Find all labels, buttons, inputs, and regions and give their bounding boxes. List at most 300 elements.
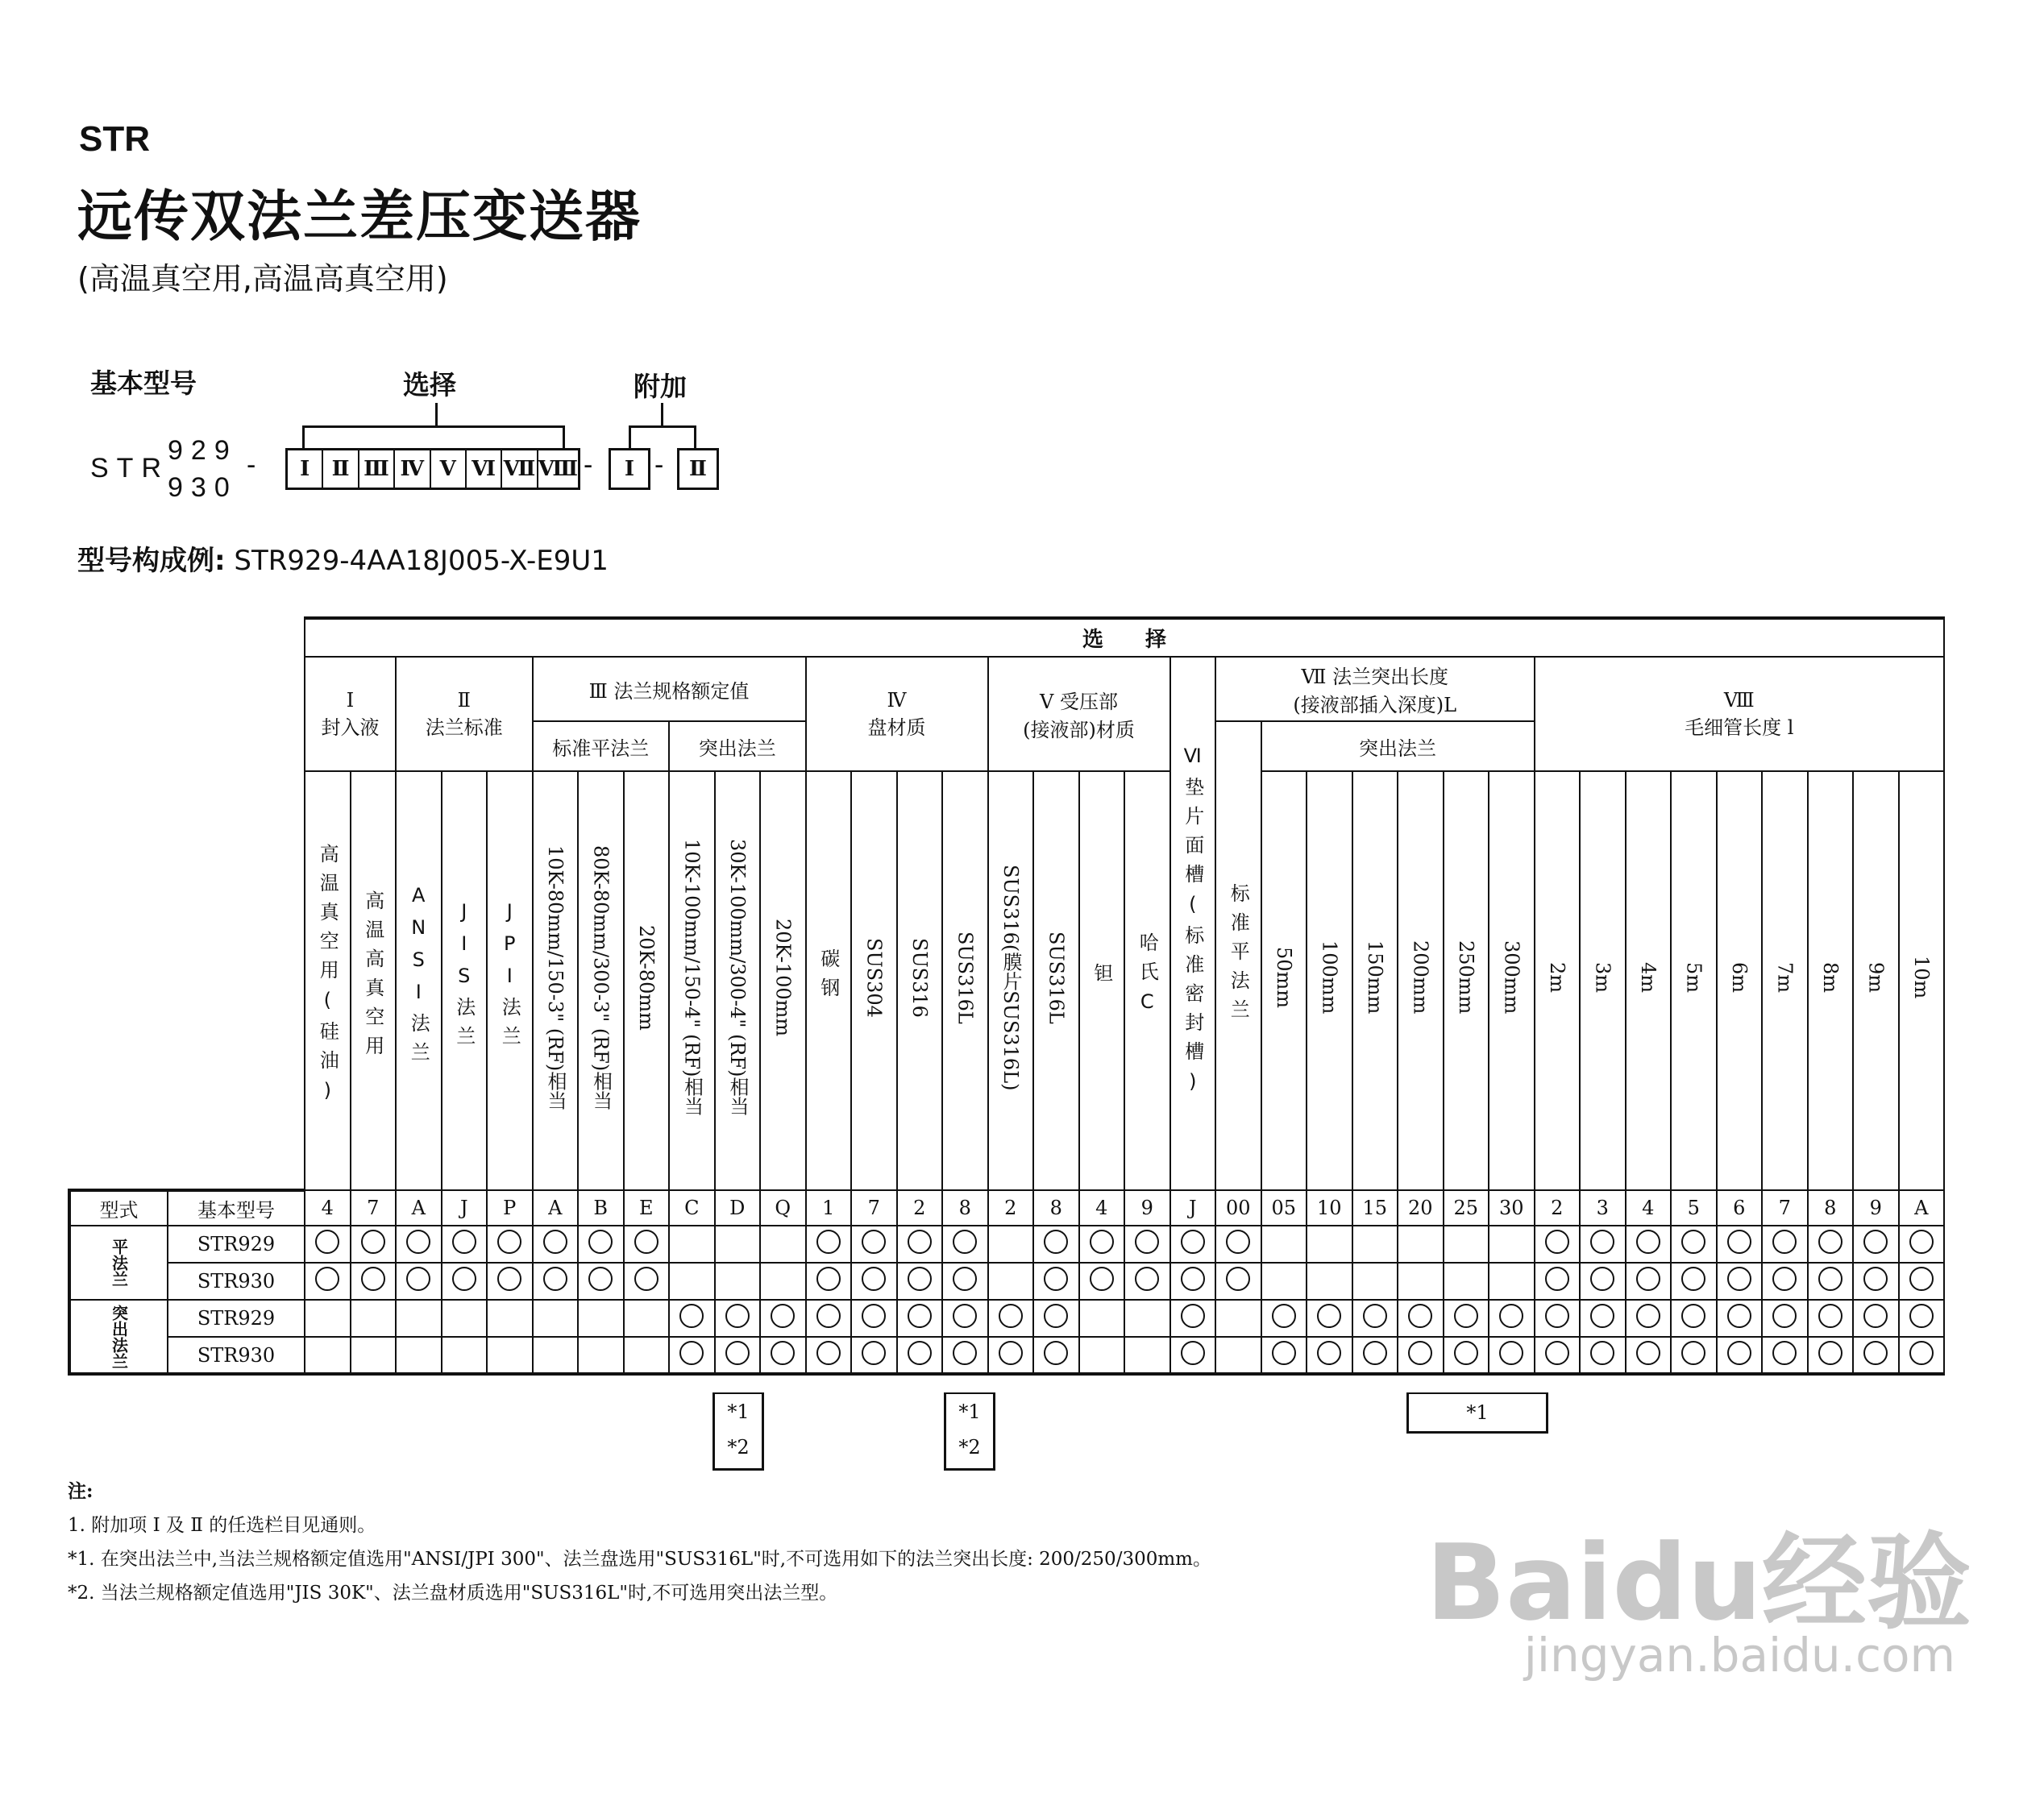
col-header-27: 2m [1535,771,1581,1190]
example-value: STR929-4AA18J005-X-E9U1 [234,545,609,577]
mark-cell [624,1226,670,1263]
mark-cell [1261,1263,1307,1300]
mark-cell [305,1226,351,1263]
available-mark-icon [862,1341,886,1365]
mark-cell [1124,1226,1170,1263]
col-header-9: 10K-100mm/150-4" (RF)相当 [669,771,715,1190]
available-mark-icon [1363,1304,1387,1328]
mark-cell [1215,1300,1261,1337]
mark-cell [1535,1300,1581,1337]
mark-cell [806,1263,852,1300]
mark-cell [533,1300,579,1337]
available-mark-icon [452,1230,476,1254]
available-mark-icon [1272,1304,1296,1328]
available-mark-icon [1499,1304,1523,1328]
code-cell: 6 [1717,1190,1763,1226]
code-cell: J [442,1190,488,1226]
available-mark-icon [953,1267,977,1291]
col-header-1: 高温真空用(硅油) [305,771,351,1190]
available-mark-icon [1545,1341,1569,1365]
code-cell: 4 [1626,1190,1672,1226]
available-mark-icon [1454,1341,1478,1365]
extra-box-i: Ⅰ [609,448,650,490]
available-mark-icon [1863,1304,1888,1328]
available-mark-icon [1636,1230,1660,1254]
col-header-33: 8m [1808,771,1854,1190]
mark-cell [760,1337,806,1374]
mark-cell [1899,1226,1945,1263]
available-mark-icon [1044,1267,1068,1291]
available-mark-icon [862,1230,886,1254]
available-mark-icon [1226,1230,1250,1254]
group-header-8: Ⅷ 毛细管长度 l [1535,657,1945,771]
available-mark-icon [953,1341,977,1365]
mark-cell [1808,1263,1854,1300]
mark-cell [1033,1300,1079,1337]
available-mark-icon [771,1304,795,1328]
col-header-8: 20K-80mm [624,771,670,1190]
mark-cell [851,1300,897,1337]
mark-cell [669,1337,715,1374]
select-header: 选 择 [305,618,1944,657]
mark-cell [442,1263,488,1300]
mark-cell [988,1226,1034,1263]
available-mark-icon [1909,1341,1934,1365]
code-cell: 8 [1033,1190,1079,1226]
mark-cell [1261,1300,1307,1337]
mark-cell [1079,1226,1125,1263]
mark-cell [1352,1226,1398,1263]
col-header-29: 4m [1626,771,1672,1190]
mark-cell [1762,1263,1808,1300]
subgroup-std-flange: 标准平法兰 [533,721,670,771]
col-header-7: 80K-80mm/300-3" (RF)相当 [578,771,624,1190]
available-mark-icon [1044,1230,1068,1254]
available-mark-icon [816,1230,841,1254]
col-header-23: 150mm [1352,771,1398,1190]
notes [68,1475,1211,1610]
mark-cell [442,1300,488,1337]
watermark-url: jingyan.baidu.com [1523,1628,1955,1683]
available-mark-icon [1317,1304,1341,1328]
code-cell: 05 [1261,1190,1307,1226]
col-header-24: 200mm [1398,771,1444,1190]
code-cell: 5 [1671,1190,1717,1226]
mark-cell [1215,1337,1261,1374]
available-mark-icon [634,1267,658,1291]
col-header-18: 钽 [1079,771,1125,1190]
available-mark-icon [588,1267,613,1291]
mark-cell [1580,1263,1626,1300]
col-header-32: 7m [1762,771,1808,1190]
available-mark-icon [315,1267,339,1291]
available-mark-icon [999,1341,1023,1365]
available-mark-icon [953,1230,977,1254]
subgroup-proj-flange: 突出法兰 [669,721,806,771]
mark-cell [1762,1300,1808,1337]
code-cell: 15 [1352,1190,1398,1226]
mark-cell [1717,1300,1763,1337]
col-header-21: 50mm [1261,771,1307,1190]
mark-cell [487,1263,533,1300]
mark-cell [715,1337,761,1374]
box-v: Ⅴ [431,450,467,488]
mark-cell [1899,1263,1945,1300]
available-mark-icon [771,1341,795,1365]
available-mark-icon [862,1267,886,1291]
code-cell: 10 [1307,1190,1352,1226]
code-cell: B [578,1190,624,1226]
mark-cell [1398,1337,1444,1374]
mark-cell [1853,1263,1899,1300]
col-header-25: 250mm [1444,771,1489,1190]
mark-cell [715,1226,761,1263]
code-cell: C [669,1190,715,1226]
group-header-1: Ⅰ 封入液 [305,657,396,771]
col-header-11: 20K-100mm [760,771,806,1190]
mark-cell [1899,1337,1945,1374]
table-row [69,1300,1944,1337]
mark-cell [1170,1263,1216,1300]
available-mark-icon [908,1304,932,1328]
col-header-19: 哈氏C [1124,771,1170,1190]
available-mark-icon [725,1341,750,1365]
code-cell: 7 [351,1190,397,1226]
mark-cell [442,1337,488,1374]
available-mark-icon [1181,1230,1205,1254]
available-mark-icon [406,1267,430,1291]
extra-label: 附加 [634,371,687,402]
col-header-28: 3m [1580,771,1626,1190]
box-viii: Ⅷ [538,457,579,481]
available-mark-icon [1135,1230,1159,1254]
mark-cell [1215,1226,1261,1263]
available-mark-icon [1272,1341,1296,1365]
available-mark-icon [1317,1341,1341,1365]
mark-cell [942,1263,988,1300]
code-cell: 1 [806,1190,852,1226]
available-mark-icon [543,1267,567,1291]
available-mark-icon [1681,1267,1705,1291]
mark-cell [942,1300,988,1337]
note-1: 1. 附加项 Ⅰ 及 Ⅱ 的任选栏目见通则。 [68,1515,376,1536]
available-mark-icon [1545,1230,1569,1254]
available-mark-icon [315,1230,339,1254]
mark-cell [897,1226,943,1263]
available-mark-icon [1044,1304,1068,1328]
col-header-16: SUS316(膜片SUS316L) [988,771,1034,1190]
col-header-5: JPI法兰 [487,771,533,1190]
box-i: Ⅰ [288,450,323,488]
available-mark-icon [1181,1304,1205,1328]
group-header-2: Ⅱ 法兰标准 [396,657,533,771]
available-mark-icon [908,1341,932,1365]
available-mark-icon [543,1230,567,1254]
table-row [69,1263,1944,1300]
mark-cell [1853,1300,1899,1337]
available-mark-icon [1454,1304,1478,1328]
code-cell: 4 [1079,1190,1125,1226]
mark-cell [851,1263,897,1300]
mark-cell [305,1337,351,1374]
mark-cell [1124,1263,1170,1300]
available-mark-icon [1727,1267,1751,1291]
available-mark-icon [452,1267,476,1291]
available-mark-icon [1681,1230,1705,1254]
available-mark-icon [1863,1341,1888,1365]
available-mark-icon [1363,1341,1387,1365]
mark-cell [1853,1337,1899,1374]
mark-cell [1033,1337,1079,1374]
available-mark-icon [816,1267,841,1291]
select-label: 选择 [403,369,456,400]
mark-cell [533,1226,579,1263]
mark-cell [396,1263,442,1300]
col-header-34: 9m [1853,771,1899,1190]
code-cell: A [533,1190,579,1226]
mark-cell [578,1300,624,1337]
col-header-26: 300mm [1489,771,1535,1190]
available-mark-icon [1863,1230,1888,1254]
available-mark-icon [406,1230,430,1254]
code-cell: 8 [1808,1190,1854,1226]
mark-cell [1398,1263,1444,1300]
col-header-10: 30K-100mm/300-4" (RF)相当 [715,771,761,1190]
mark-cell [1489,1300,1535,1337]
available-mark-icon [1681,1341,1705,1365]
mark-cell [1170,1226,1216,1263]
model-top: 929 [168,435,238,466]
mark-cell [1444,1337,1489,1374]
mark-cell [1535,1337,1581,1374]
col-header-13: SUS304 [851,771,897,1190]
col-header-35: 10m [1899,771,1945,1190]
available-mark-icon [1636,1341,1660,1365]
col-header-17: SUS316L [1033,771,1079,1190]
mark-cell [1489,1226,1535,1263]
mark-cell [578,1226,624,1263]
code-cell: 7 [851,1190,897,1226]
mark-cell [1626,1337,1672,1374]
group-header-3: Ⅲ 法兰规格额定值 [533,657,806,721]
available-mark-icon [816,1341,841,1365]
subgroup-proj-flange-vii: 突出法兰 [1261,721,1535,771]
mark-cell [1307,1300,1352,1337]
available-mark-icon [725,1304,750,1328]
mark-cell [669,1263,715,1300]
col-header-6: 10K-80mm/150-3" (RF)相当 [533,771,579,1190]
col-header-4: JIS法兰 [442,771,488,1190]
mark-cell [1261,1337,1307,1374]
mark-cell [988,1300,1034,1337]
mark-cell [487,1300,533,1337]
available-mark-icon [1863,1267,1888,1291]
table-row [69,1337,1944,1374]
dash-3: - [654,450,664,480]
available-mark-icon [497,1230,521,1254]
code-cell: 00 [1215,1190,1261,1226]
model-cell: STR930 [168,1337,305,1374]
mark-cell [1124,1337,1170,1374]
available-mark-icon [1909,1267,1934,1291]
mark-cell [578,1263,624,1300]
mark-cell [1307,1263,1352,1300]
available-mark-icon [1090,1230,1114,1254]
mark-cell [1671,1226,1717,1263]
mark-cell [1626,1300,1672,1337]
box-iv: Ⅳ [395,450,430,488]
available-mark-icon [1772,1230,1797,1254]
mark-cell [1535,1263,1581,1300]
mark-cell [1444,1300,1489,1337]
box-vii: Ⅶ [502,450,538,488]
available-mark-icon [1590,1341,1614,1365]
mark-cell [851,1226,897,1263]
mark-cell [988,1263,1034,1300]
available-mark-icon [588,1230,613,1254]
mark-cell [396,1300,442,1337]
row-header-type: 型式 [69,1190,168,1226]
mark-cell [1033,1263,1079,1300]
available-mark-icon [1818,1267,1843,1291]
available-mark-icon [1818,1341,1843,1365]
available-mark-icon [1818,1304,1843,1328]
available-mark-icon [816,1304,841,1328]
mark-cell [1352,1300,1398,1337]
available-mark-icon [908,1230,932,1254]
available-mark-icon [1636,1304,1660,1328]
available-mark-icon [1044,1341,1068,1365]
code-cell: 9 [1853,1190,1899,1226]
mark-cell [1489,1337,1535,1374]
mark-cell [1307,1337,1352,1374]
available-mark-icon [1226,1267,1250,1291]
available-mark-icon [1727,1304,1751,1328]
code-cell: P [487,1190,533,1226]
mark-cell [1762,1337,1808,1374]
mark-cell [351,1226,397,1263]
mark-cell [396,1226,442,1263]
code-cell: D [715,1190,761,1226]
available-mark-icon [999,1304,1023,1328]
mark-cell [1717,1337,1763,1374]
code-cell: E [624,1190,670,1226]
model-cell: STR929 [168,1226,305,1263]
available-mark-icon [1135,1267,1159,1291]
available-mark-icon [1909,1304,1934,1328]
available-mark-icon [1818,1230,1843,1254]
mark-cell [1489,1263,1535,1300]
model-example [77,538,609,578]
mark-cell [1671,1300,1717,1337]
available-mark-icon [1545,1304,1569,1328]
model-prefix: STR [90,453,169,483]
mark-cell [1079,1263,1125,1300]
code-cell: 3 [1580,1190,1626,1226]
row-header-model: 基本型号 [168,1190,305,1226]
available-mark-icon [634,1230,658,1254]
mark-cell [851,1337,897,1374]
model-cell: STR930 [168,1263,305,1300]
mark-cell [1079,1300,1125,1337]
mark-cell [1444,1263,1489,1300]
mark-cell [1853,1226,1899,1263]
available-mark-icon [1681,1304,1705,1328]
model-cell: STR929 [168,1300,305,1337]
box-ii: Ⅱ [323,450,359,488]
code-cell: 2 [1535,1190,1581,1226]
series-code: STR [79,119,150,159]
mark-cell [942,1337,988,1374]
code-cell: J [1170,1190,1216,1226]
available-mark-icon [908,1267,932,1291]
mark-cell [1352,1263,1398,1300]
group-header-6: Ⅵ垫片面槽(标准密封槽) [1170,657,1216,1190]
mark-cell [806,1226,852,1263]
mark-cell [760,1263,806,1300]
mark-cell [1170,1337,1216,1374]
group-header-4: Ⅳ 盘材质 [806,657,988,771]
notes-heading: 注: [68,1480,93,1502]
mark-cell [351,1300,397,1337]
mark-cell [578,1337,624,1374]
available-mark-icon [1499,1341,1523,1365]
mark-cell [1808,1300,1854,1337]
mark-cell [1535,1226,1581,1263]
available-mark-icon [1545,1267,1569,1291]
mark-cell [715,1300,761,1337]
code-cell: 20 [1398,1190,1444,1226]
mark-cell [1580,1226,1626,1263]
available-mark-icon [862,1304,886,1328]
col-std-flange-vii: 标准平法兰 [1215,721,1261,1190]
spec-table [68,616,1945,1376]
mark-cell [351,1263,397,1300]
mark-cell [1580,1300,1626,1337]
extra-box-ii: Ⅱ [677,448,719,490]
available-mark-icon [1772,1341,1797,1365]
mark-cell [942,1226,988,1263]
available-mark-icon [1727,1341,1751,1365]
mark-cell [624,1300,670,1337]
code-cell: 30 [1489,1190,1535,1226]
code-cell: A [1899,1190,1945,1226]
col-header-14: SUS316 [897,771,943,1190]
mark-cell [1079,1337,1125,1374]
watermark-logo: Baidu经验 [1426,1521,1971,1644]
mark-cell [487,1226,533,1263]
col-header-12: 碳钢 [806,771,852,1190]
mark-cell [624,1337,670,1374]
mark-cell [1899,1300,1945,1337]
col-header-3: ANSI法兰 [396,771,442,1190]
mark-cell [988,1337,1034,1374]
col-header-15: SUS316L [942,771,988,1190]
type-cell: 平法兰 [69,1226,168,1300]
code-cell: 25 [1444,1190,1489,1226]
available-mark-icon [1181,1267,1205,1291]
available-mark-icon [1408,1304,1432,1328]
mark-cell [1124,1300,1170,1337]
page-title: 远传双法兰差压变送器 [77,185,642,249]
mark-cell [1626,1263,1672,1300]
mark-cell [1215,1263,1261,1300]
col-header-31: 6m [1717,771,1763,1190]
available-mark-icon [953,1304,977,1328]
mark-cell [1261,1226,1307,1263]
available-mark-icon [1772,1267,1797,1291]
mark-cell [305,1300,351,1337]
